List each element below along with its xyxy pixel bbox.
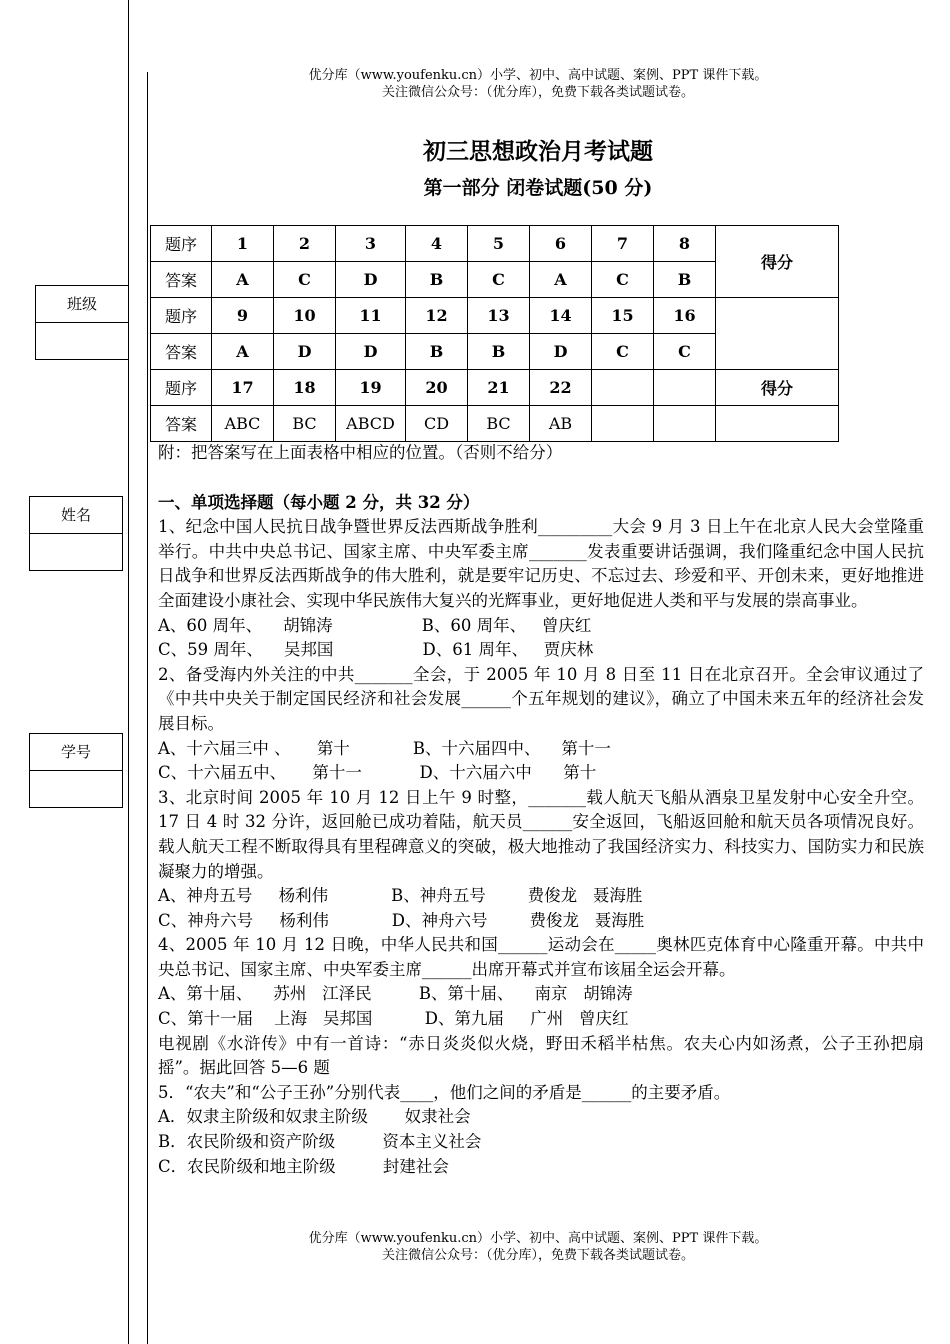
question-3-stem: 3、北京时间 2005 年 10 月 12 日上午 9 时整，_______载人航天飞船从酒泉卫星发射中心安全升空。17 日 4 时 32 分许，返回舱已成功着陆，航天员______安全返回，飞船返回舱和航天员各项情况良好。载人航天工程不断取得具有里程碑意义的突破，极大地推动了我国经济实力、科技实力、国防实力和民族凝聚力的增强。 bbox=[158, 787, 924, 881]
q-number: 19 bbox=[336, 370, 406, 406]
answer-cell[interactable]: BC bbox=[274, 406, 336, 442]
answer-cell[interactable]: B bbox=[654, 262, 716, 298]
question-4-options-cd: C、第十一届 上海 吴邦国 D、第九届 广州 曾庆红 bbox=[158, 1009, 629, 1029]
q-number: 9 bbox=[212, 298, 274, 334]
class-label: 班级 bbox=[36, 286, 128, 323]
table-row bbox=[151, 298, 839, 334]
exam-body bbox=[158, 441, 924, 1179]
q-number: 22 bbox=[530, 370, 592, 406]
question-3-options-cd: C、神舟六号 杨利伟 D、神舟六号 费俊龙 聂海胜 bbox=[158, 910, 645, 930]
a-label: 答案 bbox=[151, 334, 212, 370]
a-label: 答案 bbox=[151, 262, 212, 298]
footer-line-2: 关注微信公众号：（优分库），免费下载各类试题试卷。 bbox=[381, 1248, 694, 1263]
score-label: 得分 bbox=[716, 370, 839, 406]
table-row bbox=[151, 370, 839, 406]
binding-line-outer bbox=[128, 0, 129, 1344]
q-number: 15 bbox=[592, 298, 654, 334]
q-number: 5 bbox=[468, 226, 530, 262]
answer-cell[interactable]: A bbox=[212, 334, 274, 370]
q-label: 题序 bbox=[151, 370, 212, 406]
answer-cell[interactable]: C bbox=[592, 334, 654, 370]
q-number: 8 bbox=[654, 226, 716, 262]
q-number: 6 bbox=[530, 226, 592, 262]
footer-line-1: 优分库（www.youfenku.cn）小学、初中、高中试题、案例、PPT 课件下载。 bbox=[308, 1231, 768, 1246]
q-number: 4 bbox=[406, 226, 468, 262]
answer-cell[interactable] bbox=[592, 406, 654, 442]
table-row bbox=[151, 406, 839, 442]
question-1-stem: 1、纪念中国人民抗日战争暨世界反法西斯战争胜利_________大会 9 月 3 日上午在北京人民大会堂隆重举行。中共中央总书记、国家主席、中央军委主席_______发表重要讲话强调，我们隆重纪念中国人民抗日战争和世界反法西斯战争的伟大胜利，就是要牢记历史、不忘过去、珍爱和平、开创未来，更好地推进全面建设小康社会、实现中华民族伟大复兴的光辉事业，更好地促进人类和平与发展的崇高事业。 bbox=[158, 517, 924, 610]
exam-title: 初三思想政治月考试题 bbox=[423, 138, 653, 165]
answer-cell[interactable]: B bbox=[468, 334, 530, 370]
q-number: 16 bbox=[654, 298, 716, 334]
answer-table bbox=[150, 225, 839, 442]
answer-cell[interactable]: BC bbox=[468, 406, 530, 442]
page-footer bbox=[148, 1230, 928, 1264]
q-number: 13 bbox=[468, 298, 530, 334]
table-row bbox=[151, 226, 839, 262]
score-label: 得分 bbox=[716, 226, 839, 298]
answer-cell[interactable]: D bbox=[336, 262, 406, 298]
class-box bbox=[35, 285, 129, 360]
q-number: 7 bbox=[592, 226, 654, 262]
header-line-2: 关注微信公众号：（优分库），免费下载各类试题试卷。 bbox=[381, 85, 694, 100]
q-number: 20 bbox=[406, 370, 468, 406]
answer-cell[interactable]: B bbox=[406, 262, 468, 298]
answer-cell[interactable]: D bbox=[274, 334, 336, 370]
answer-cell[interactable]: C bbox=[654, 334, 716, 370]
answer-cell[interactable]: A bbox=[530, 262, 592, 298]
answer-cell[interactable]: ABCD bbox=[336, 406, 406, 442]
answer-cell[interactable]: A bbox=[212, 262, 274, 298]
answer-cell[interactable]: C bbox=[468, 262, 530, 298]
class-field[interactable] bbox=[36, 323, 128, 359]
question-3-options-ab: A、神舟五号 杨利伟 B、神舟五号 费俊龙 聂海胜 bbox=[158, 886, 643, 906]
q-number: 14 bbox=[530, 298, 592, 334]
q-number: 11 bbox=[336, 298, 406, 334]
q-number: 3 bbox=[336, 226, 406, 262]
score-cell[interactable] bbox=[716, 406, 839, 442]
q-label: 题序 bbox=[151, 226, 212, 262]
answer-cell[interactable]: C bbox=[274, 262, 336, 298]
question-5-option-c: C．农民阶级和地主阶级 封建社会 bbox=[158, 1156, 449, 1176]
q-number: 2 bbox=[274, 226, 336, 262]
q-number bbox=[654, 370, 716, 406]
question-5-option-b: B．农民阶级和资产阶级 资本主义社会 bbox=[158, 1132, 482, 1152]
section-heading: 一、单项选择题（每小题 2 分，共 32 分） bbox=[158, 492, 480, 512]
q-number bbox=[592, 370, 654, 406]
q-number: 18 bbox=[274, 370, 336, 406]
id-field[interactable] bbox=[30, 771, 122, 807]
question-4-stem: 4、2005 年 10 月 12 日晚，中华人民共和国______运动会在_____奥林匹克体育中心隆重开幕。中共中央总书记、国家主席、中央军委主席______出席开幕式并宣布该届全运会开幕。 bbox=[158, 935, 924, 979]
question-2-options-cd: C、十六届五中、 第十一 D、十六届六中 第十 bbox=[158, 763, 597, 783]
q-number: 1 bbox=[212, 226, 274, 262]
answer-cell[interactable]: AB bbox=[530, 406, 592, 442]
exam-subtitle: 第一部分 闭卷试题(50 分) bbox=[423, 177, 653, 199]
table-note: 附：把答案写在上面表格中相应的位置。（否则不给分） bbox=[158, 443, 563, 462]
answer-cell[interactable]: D bbox=[336, 334, 406, 370]
question-1-options-cd: C、59 周年、 吴邦国 D、61 周年、 贾庆林 bbox=[158, 640, 594, 660]
q-number: 21 bbox=[468, 370, 530, 406]
page-header bbox=[148, 67, 928, 101]
header-line-1: 优分库（www.youfenku.cn）小学、初中、高中试题、案例、PPT 课件下载。 bbox=[308, 68, 768, 83]
q-number: 10 bbox=[274, 298, 336, 334]
name-label: 姓名 bbox=[30, 497, 122, 534]
question-2-options-ab: A、十六届三中 、 第十 B、十六届四中、 第十一 bbox=[158, 738, 611, 758]
question-1-options-ab: A、60 周年、 胡锦涛 B、60 周年、 曾庆红 bbox=[158, 615, 592, 635]
q-number: 17 bbox=[212, 370, 274, 406]
name-box bbox=[29, 496, 123, 571]
a-label: 答案 bbox=[151, 406, 212, 442]
question-5-stem: 5．“农夫”和“公子王孙”分别代表____，他们之间的矛盾是______的主要矛盾。 bbox=[158, 1082, 731, 1102]
name-field[interactable] bbox=[30, 534, 122, 570]
question-5-option-a: A．奴隶主阶级和奴隶主阶级 奴隶社会 bbox=[158, 1107, 471, 1127]
id-label: 学号 bbox=[30, 734, 122, 771]
question-4-options-ab: A、第十届、 苏州 江泽民 B、第十届、 南京 胡锦涛 bbox=[158, 984, 633, 1004]
score-cell[interactable] bbox=[716, 298, 839, 370]
id-box bbox=[29, 733, 123, 808]
answer-cell[interactable]: CD bbox=[406, 406, 468, 442]
q-number: 12 bbox=[406, 298, 468, 334]
answer-cell[interactable]: B bbox=[406, 334, 468, 370]
binding-line-inner bbox=[147, 72, 148, 1344]
answer-cell[interactable]: ABC bbox=[212, 406, 274, 442]
answer-cell[interactable] bbox=[654, 406, 716, 442]
answer-cell[interactable]: D bbox=[530, 334, 592, 370]
poem-passage: 电视剧《水浒传》中有一首诗：“赤日炎炎似火烧，野田禾稻半枯焦。农夫心内如汤煮，公子王孙把扇摇”。据此回答 5—6 题 bbox=[158, 1033, 924, 1078]
question-2-stem: 2、备受海内外关注的中共_______全会，于 2005 年 10 月 8 日至 11 日在北京召开。全会审议通过了《中共中央关于制定国民经济和社会发展______个五年规划的建议》，确立了中国未来五年的经济社会发展目标。 bbox=[158, 664, 924, 733]
q-label: 题序 bbox=[151, 298, 212, 334]
answer-cell[interactable]: C bbox=[592, 262, 654, 298]
